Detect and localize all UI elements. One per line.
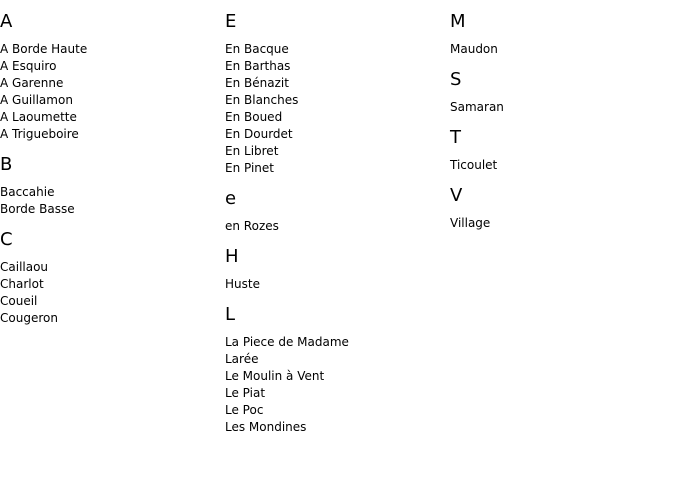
place-name-item: En Pinet [225,161,275,175]
letter-group [0,154,220,218]
place-name-item: En Boued [225,110,283,124]
place-name-item: A Esquiro [0,59,57,73]
place-name-item: Le Moulin à Vent [225,369,325,383]
letter-group [450,69,670,116]
place-name-item: A Borde Haute [0,42,88,56]
place-name-item: En Bacque [225,42,289,56]
place-name-item: Village [450,216,491,230]
place-name-item: Les Mondines [225,420,307,434]
letter-heading: A [0,11,13,32]
place-name-item: Caillaou [0,260,49,274]
letter-heading: H [225,246,239,267]
place-name-item: La Piece de Madame [225,335,349,349]
letter-heading: C [0,229,13,250]
place-name-item: Larée [225,352,259,366]
letter-heading: T [450,127,461,148]
place-name-item: Ticoulet [450,158,498,172]
place-name-item: A Garenne [0,76,64,90]
place-name-item: A Laoumette [0,110,77,124]
letter-group [225,11,445,177]
letter-heading: L [225,304,236,325]
index-column [450,0,670,241]
letter-heading: e [225,188,237,209]
letter-group [225,188,445,235]
place-name-item: A Trigueboire [0,127,79,141]
letter-heading: M [450,11,466,32]
letter-heading: S [450,69,462,90]
letter-heading: B [0,154,13,175]
place-name-item: Samaran [450,100,504,114]
place-name-item: En Bénazit [225,76,289,90]
place-name-item: Cougeron [0,311,58,325]
place-name-item: Charlot [0,277,44,291]
place-name-item: Le Poc [225,403,264,417]
letter-group [0,229,220,327]
place-name-item: Baccahie [0,185,55,199]
place-name-item: Huste [225,277,260,291]
place-name-item: En Barthas [225,59,291,73]
letter-group [450,185,670,232]
place-name-item: En Dourdet [225,127,293,141]
letter-group [450,127,670,174]
letter-group [225,246,445,293]
place-name-item: Coueil [0,294,38,308]
place-name-item: Borde Basse [0,202,75,216]
letter-heading: E [225,11,237,32]
letter-group [450,11,670,58]
letter-group [225,304,445,436]
place-name-item: en Rozes [225,219,279,233]
place-name-item: En Blanches [225,93,299,107]
letter-heading: V [450,185,463,206]
place-name-item: En Libret [225,144,279,158]
index-column [0,0,220,336]
place-name-item: A Guillamon [0,93,73,107]
index-column [225,0,445,445]
letter-group [0,11,220,143]
place-name-item: Le Piat [225,386,266,400]
place-name-item: Maudon [450,42,498,56]
